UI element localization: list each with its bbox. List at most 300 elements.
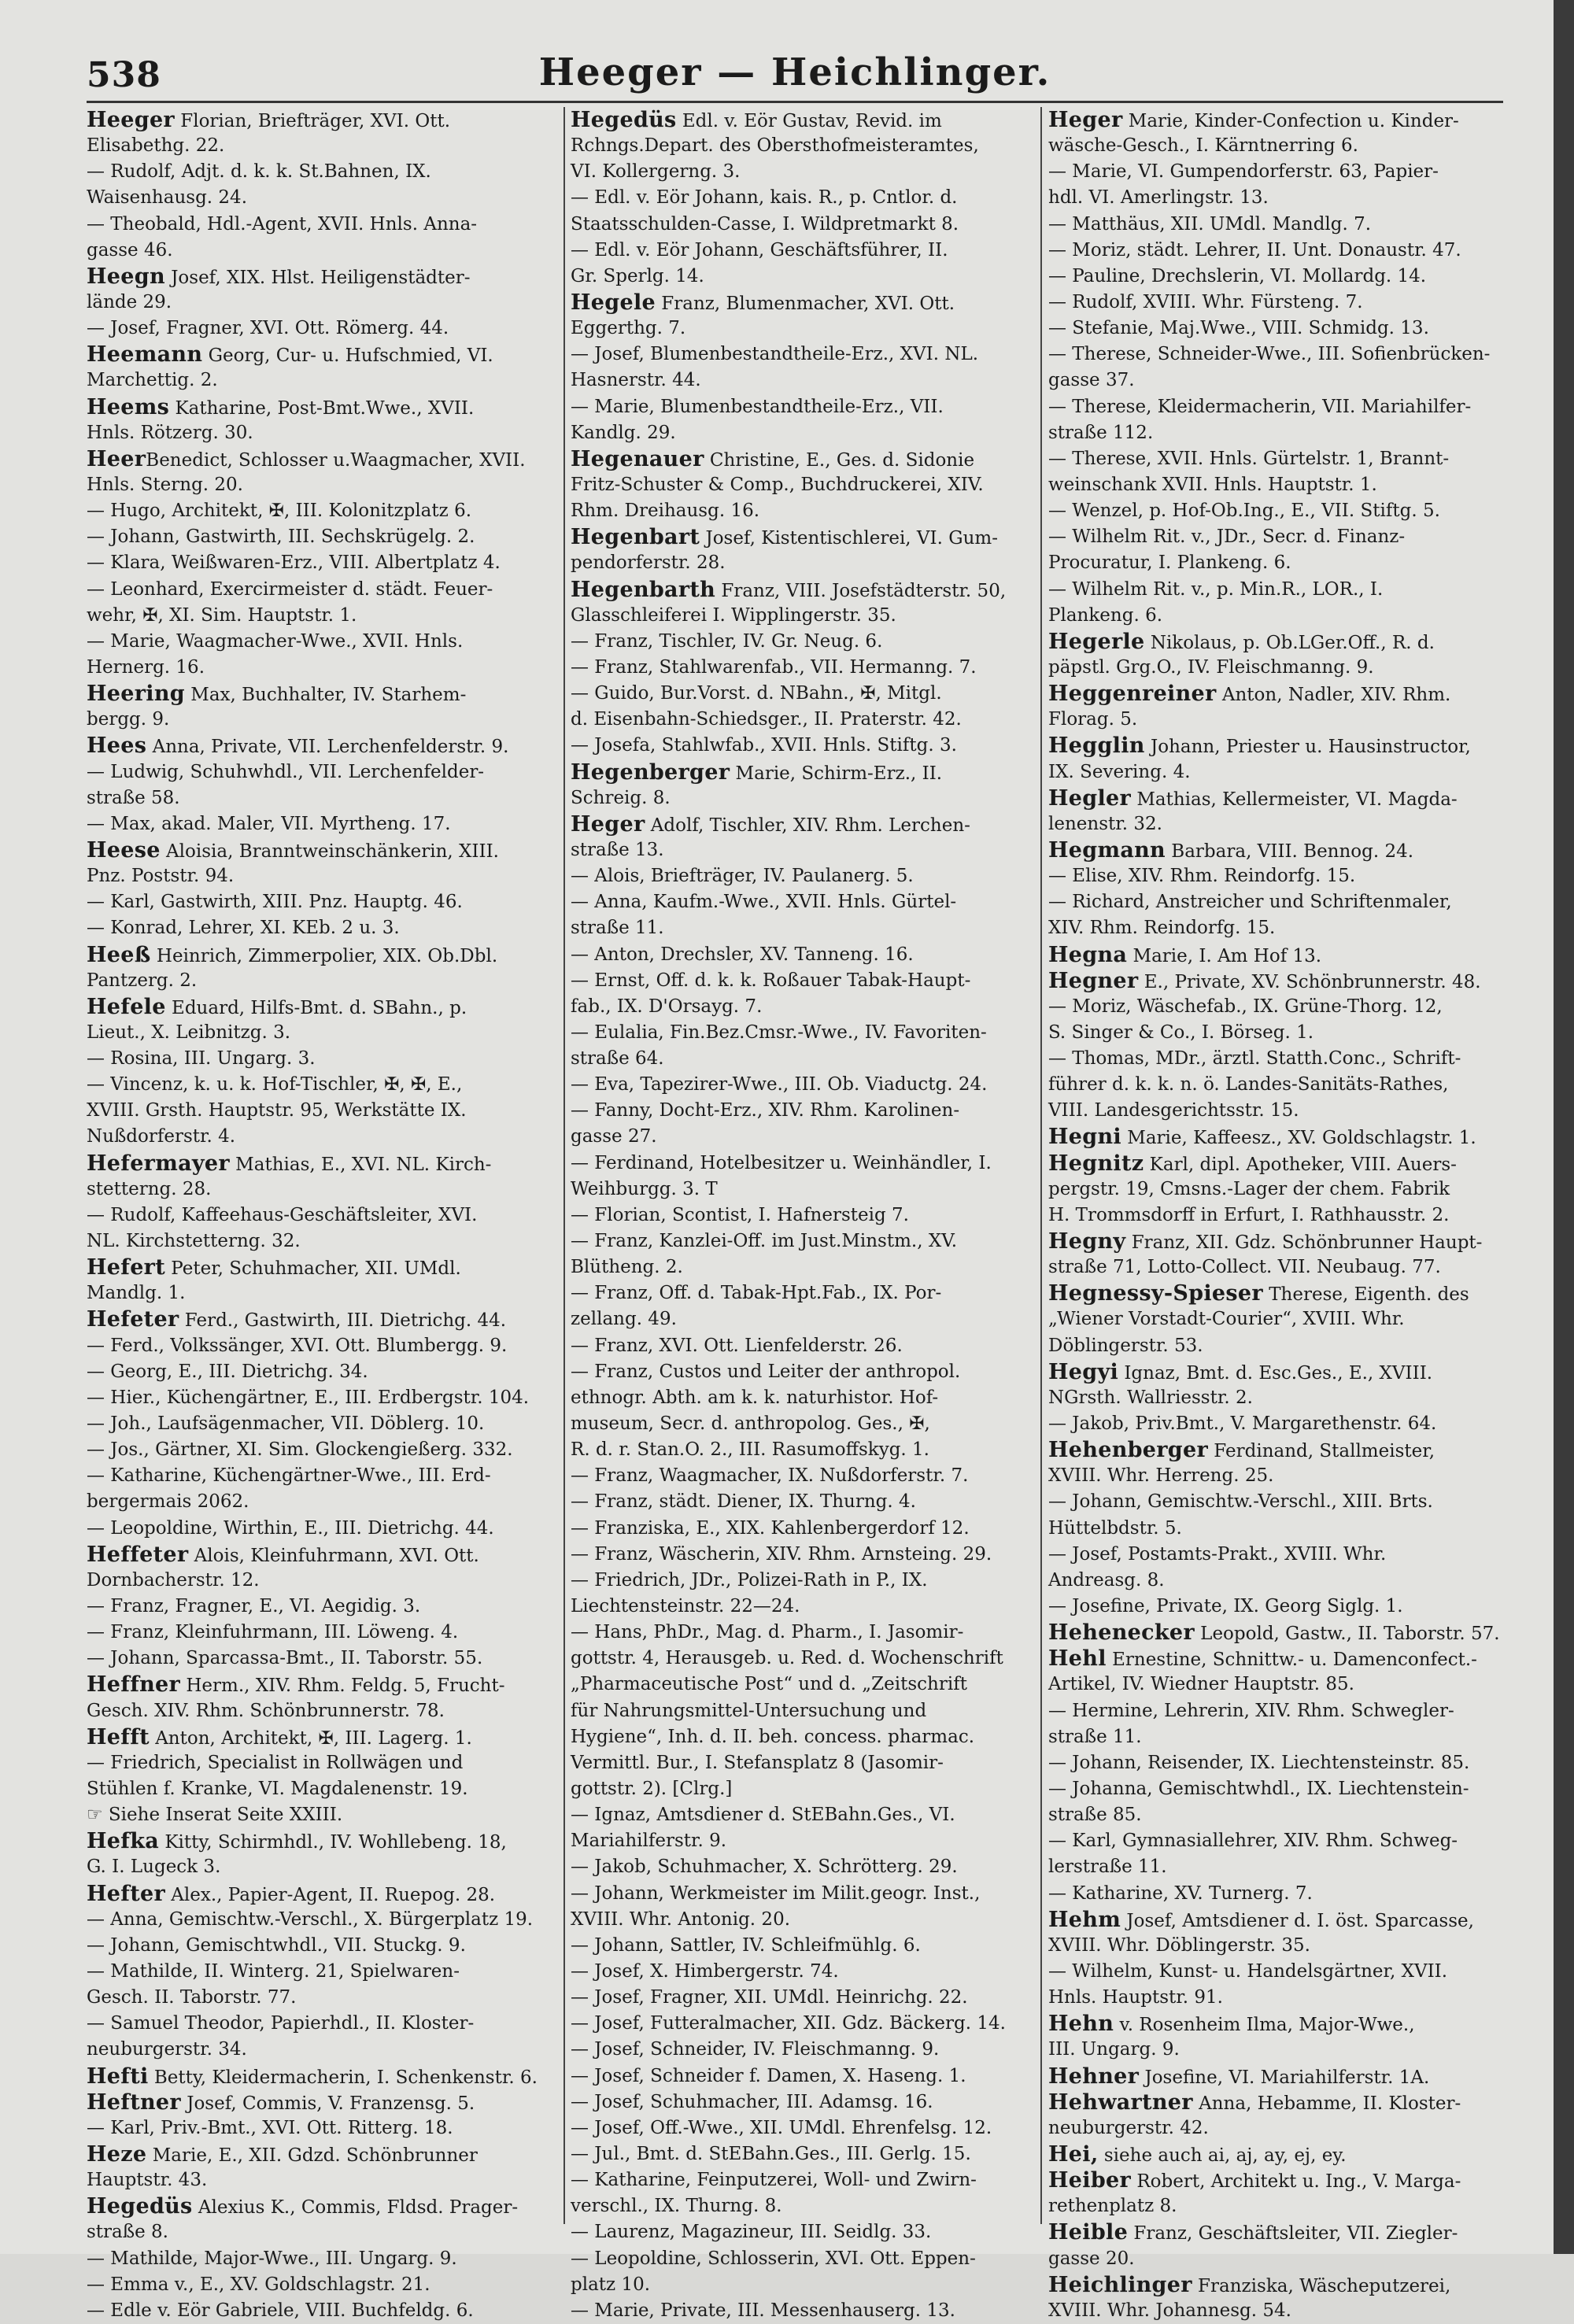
entry-line: — Rudolf, Adjt. d. k. k. St.Bahnen, IX. <box>87 161 431 183</box>
entry-line: — Ignaz, Amtsdiener d. StEBahn.Ges., VI. <box>571 1805 955 1826</box>
entry-line: — Wilhelm Rit. v., JDr., Secr. d. Finanz- <box>1048 527 1406 548</box>
entry-line: — Franz, städt. Diener, IX. Thurng. 4. <box>571 1491 916 1513</box>
entry-line: — Therese, XVII. Hnls. Gürtelstr. 1, Brannt- <box>1048 448 1450 469</box>
entry-line: Marchettig. 2. <box>87 370 218 391</box>
entry-line: fab., IX. D'Orsayg. 7. <box>571 996 763 1017</box>
surname: Heger <box>571 811 645 837</box>
surname: Hefeter <box>87 1307 179 1332</box>
entry-line: d. Eisenbahn-Schiedsger., II. Praterstr. 42. <box>571 709 962 730</box>
surname: Hehm <box>1048 1907 1121 1932</box>
surname: Hegna <box>1048 942 1128 967</box>
entry-line: Liechtensteinstr. 22—24. <box>571 1596 800 1617</box>
entry-line: ethnogr. Abth. am k. k. naturhistor. Hof- <box>571 1387 939 1408</box>
surname: Heer <box>87 446 146 471</box>
entry-line: — Franz, XVI. Ott. Lienfelderstr. 26. <box>571 1335 903 1356</box>
entry-heading-line <box>1048 1280 1520 1306</box>
entry-heading-line <box>1048 2141 1520 2167</box>
entry-line: — Edl. v. Eör Johann, Geschäftsführer, II. <box>571 239 948 260</box>
columns-container <box>87 107 1513 2321</box>
page-header <box>87 46 1503 109</box>
entry-line: „Wiener Vorstadt-Courier“, XVIII. Whr. <box>1048 1309 1405 1330</box>
entry-heading-line <box>87 446 559 472</box>
entry-line: — Franz, Off. d. Tabak-Hpt.Fab., IX. Por- <box>571 1283 942 1304</box>
surname: Hegnessy-Spieser <box>1048 1281 1263 1306</box>
entry-line: XVIII. Whr. Döblingerstr. 35. <box>1048 1934 1310 1956</box>
entry-line: — Franz, Fragner, E., VI. Aegidig. 3. <box>87 1596 421 1617</box>
surname: Heese <box>87 837 161 863</box>
page-number: 538 <box>87 55 161 95</box>
surname: Hefti <box>87 2064 149 2089</box>
entry-line: straße 112. <box>1048 422 1154 443</box>
surname: Hehenecker <box>1048 1620 1195 1646</box>
surname: Hefermayer <box>87 1151 230 1176</box>
surname: Hegyi <box>1048 1359 1119 1384</box>
entry-heading-line <box>87 837 559 863</box>
entry-line: — Klara, Weißwaren-Erz., VIII. Albertplatz 4. <box>87 552 501 574</box>
surname: Heze <box>87 2141 147 2167</box>
entry-details: Eduard, Hilfs-Bmt. d. SBahn., p. <box>165 997 467 1018</box>
surname: Heeger <box>87 108 175 132</box>
entry-line: — Hier., Küchengärtner, E., III. Erdbergstr. 104. <box>87 1387 530 1408</box>
surname: Heible <box>1048 2220 1129 2245</box>
entry-heading-line <box>87 1672 559 1698</box>
surname: Heems <box>87 394 170 419</box>
entry-line: — Marie, Waagmacher-Wwe., XVII. Hnls. <box>87 630 464 652</box>
entry-line: — Franz, Wäscherin, XIV. Rhm. Arnsteing. 29. <box>571 1543 992 1565</box>
surname: Hegnitz <box>1048 1151 1144 1176</box>
entry-line: Fritz-Schuster & Comp., Buchdruckerei, XIV. <box>571 474 984 495</box>
entry-details: Herm., XIV. Rhm. Feldg. 5, Frucht- <box>180 1676 505 1697</box>
entry-heading-line <box>1048 1437 1520 1463</box>
entry-heading-line <box>1048 107 1520 133</box>
entry-heading-line <box>1048 2011 1520 2037</box>
entry-heading-line <box>1048 1620 1520 1646</box>
entry-details: Mathias, E., XVI. NL. Kirch- <box>229 1154 492 1175</box>
entry-line: bergg. 9. <box>87 709 170 730</box>
entry-line: — Ernst, Off. d. k. k. Roßauer Tabak-Haupt- <box>571 970 971 991</box>
entry-heading-line <box>1048 629 1520 655</box>
entry-details: Josef, Amtsdiener d. I. öst. Sparcasse, <box>1121 1910 1474 1931</box>
entry-line: — Josef, Fragner, XVI. Ott. Römerg. 44. <box>87 318 449 339</box>
entry-line: Kandlg. 29. <box>571 422 676 443</box>
entry-line: — Fanny, Docht-Erz., XIV. Rhm. Karolinen- <box>571 1100 960 1121</box>
entry-line: Procuratur, I. Plankeng. 6. <box>1048 552 1291 574</box>
entry-line: — Karl, Gymnasiallehrer, XIV. Rhm. Schweg- <box>1048 1831 1458 1852</box>
entry-details: Kitty, Schirmhdl., IV. Wohllebeng. 18, <box>159 1832 507 1853</box>
entry-line: — Friedrich, JDr., Polizei-Rath in P., IX. <box>571 1569 928 1591</box>
entry-line: lerstraße 11. <box>1048 1857 1167 1878</box>
entry-line: gasse 20. <box>1048 2248 1135 2269</box>
entry-line: weinschank XVII. Hnls. Hauptstr. 1. <box>1048 474 1377 495</box>
entry-line: — Wenzel, p. Hof-Ob.Ing., E., VII. Stiftg. 5. <box>1048 501 1440 522</box>
entry-line: XVIII. Whr. Herreng. 25. <box>1048 1465 1274 1487</box>
entry-line: gasse 46. <box>87 239 173 260</box>
entry-line: — Josefa, Stahlwfab., XVII. Hnls. Stiftg. 3. <box>571 735 957 756</box>
entry-line: — Alois, Briefträger, IV. Paulanerg. 5. <box>571 866 914 887</box>
entry-heading-line <box>87 2141 559 2167</box>
entry-details: Anna, Hebamme, II. Kloster- <box>1192 2093 1461 2114</box>
surname: Hehn <box>1048 2012 1114 2037</box>
surname: Heggenreiner <box>1048 682 1217 707</box>
column-2 <box>571 107 1043 2321</box>
entry-details: Alois, Kleinfuhrmann, XVI. Ott. <box>188 1545 479 1566</box>
entry-details: Katharine, Post-Bmt.Wwe., XVII. <box>169 397 475 419</box>
entry-line: — Franziska, E., XIX. Kahlenbergerdorf 12. <box>571 1517 970 1539</box>
entry-details: Adolf, Tischler, XIV. Rhm. Lerchen- <box>645 815 970 836</box>
entry-details: siehe auch ai, aj, ay, ej, ey. <box>1098 2145 1347 2166</box>
surname: Hegenberger <box>571 759 730 785</box>
entry-details: Josef, XIX. Hlst. Heiligenstädter- <box>164 267 471 288</box>
entry-details: Barbara, VIII. Bennog. 24. <box>1166 841 1414 862</box>
entry-details: Marie, Kaffeesz., XV. Goldschlagstr. 1. <box>1121 1128 1476 1149</box>
entry-line: Waisenhausg. 24. <box>87 187 248 209</box>
entry-line: Glasschleiferei I. Wipplingerstr. 35. <box>571 604 896 626</box>
surname: Hegele <box>571 290 656 315</box>
entry-line: straße 58. <box>87 787 180 808</box>
entry-heading-line <box>87 394 559 420</box>
entry-details: Betty, Kleidermacherin, I. Schenkenstr. 6. <box>148 2067 538 2088</box>
entry-line: — Joh., Laufsägenmacher, VII. Döblerg. 10. <box>87 1413 485 1435</box>
surname: Hegglin <box>1048 733 1145 759</box>
entry-line: Stühlen f. Kranke, VI. Magdalenenstr. 19. <box>87 1779 468 1799</box>
entry-details: Nikolaus, p. Ob.LGer.Off., R. d. <box>1144 632 1435 653</box>
entry-details: Leopold, Gastw., II. Taborstr. 57. <box>1194 1624 1500 1645</box>
entry-line: — Johanna, Gemischtwhdl., IX. Liechtenstein- <box>1048 1779 1469 1799</box>
entry-heading-line <box>1048 2167 1520 2193</box>
entry-line: — Mathilde, II. Winterg. 21, Spielwaren- <box>87 1960 460 1982</box>
entry-line: Andreasg. 8. <box>1048 1569 1165 1591</box>
entry-line: — Edl. v. Eör Johann, kais. R., p. Cntlor. d. <box>571 187 958 209</box>
entry-heading-line <box>1048 1229 1520 1254</box>
entry-heading-line <box>571 290 1043 316</box>
entry-line: gottstr. 4, Herausgeb. u. Red. d. Wochenschrift <box>571 1648 1003 1669</box>
entry-details: Anton, Nadler, XIV. Rhm. <box>1216 685 1451 706</box>
entry-details: Karl, dipl. Apotheker, VIII. Auers- <box>1144 1154 1457 1175</box>
column-divider <box>1040 107 1042 2224</box>
entry-heading-line <box>1048 2089 1520 2115</box>
entry-line: XIV. Rhm. Reindorfg. 15. <box>1048 918 1276 939</box>
entry-details: Franz, XII. Gdz. Schönbrunner Haupt- <box>1125 1232 1483 1254</box>
entry-line: neuburgerstr. 34. <box>87 2039 247 2060</box>
entry-line: — Georg, E., III. Dietrichg. 34. <box>87 1361 368 1382</box>
entry-line: — Johann, Gemischtw.-Verschl., XIII. Brts. <box>1048 1491 1433 1513</box>
entry-details: Marie, E., XII. Gdzd. Schönbrunner <box>146 2145 478 2166</box>
entry-line: Hüttelbdstr. 5. <box>1048 1517 1182 1539</box>
entry-line: ☞ Siehe Inserat Seite XXIII. <box>87 1805 343 1826</box>
entry-line: — Stefanie, Maj.Wwe., VIII. Schmidg. 13. <box>1048 318 1429 339</box>
entry-line: führer d. k. k. n. ö. Landes-Sanitäts-Rathes, <box>1048 1074 1449 1095</box>
entry-details: Aloisia, Branntweinschänkerin, XIII. <box>160 841 499 862</box>
entry-line: — Johann, Sparcassa-Bmt., II. Taborstr. 55. <box>87 1648 483 1669</box>
entry-line: lände 29. <box>87 291 172 312</box>
entry-heading-line <box>1048 2064 1520 2089</box>
entry-line: Artikel, IV. Wiedner Hauptstr. 85. <box>1048 1674 1354 1695</box>
entry-heading-line <box>87 994 559 1020</box>
entry-line: — Franz, Kanzlei-Off. im Just.Minstm., XV. <box>571 1231 958 1252</box>
entry-line: — Johann, Gemischtwhdl., VII. Stuckg. 9. <box>87 1934 466 1956</box>
entry-line: — Ferdinand, Hotelbesitzer u. Weinhändler, I. <box>571 1152 992 1173</box>
entry-line: — Johann, Sattler, IV. Schleifmühlg. 6. <box>571 1934 921 1956</box>
entry-line: — Moriz, städt. Lehrer, II. Unt. Donaustr. 47. <box>1048 239 1461 260</box>
entry-line: — Friedrich, Specialist in Rollwägen und <box>87 1752 464 1773</box>
entry-line: — Katharine, Küchengärtner-Wwe., III. Erd- <box>87 1465 491 1487</box>
entry-line: — Anna, Kaufm.-Wwe., XVII. Hnls. Gürtel- <box>571 892 957 913</box>
entry-line: Hygiene“, Inh. d. II. beh. concess. pharmac. <box>571 1726 975 1747</box>
entry-line: — Jul., Bmt. d. StEBahn.Ges., III. Gerlg. 15. <box>571 2143 971 2164</box>
entry-details: Peter, Schuhmacher, XII. UMdl. <box>164 1258 461 1280</box>
entry-heading-line <box>1048 1124 1520 1150</box>
entry-line: VI. Kollergerng. 3. <box>571 161 741 183</box>
entry-line: — Konrad, Lehrer, XI. KEb. 2 u. 3. <box>87 918 400 939</box>
entry-line: — Pauline, Drechslerin, VI. Mollardg. 14. <box>1048 265 1427 286</box>
entry-line: — Josef, Schneider f. Damen, X. Haseng. 1. <box>571 2065 966 2086</box>
entry-heading-line <box>87 733 559 759</box>
entry-line: — Jakob, Priv.Bmt., V. Margarethenstr. 64. <box>1048 1413 1437 1435</box>
surname: Hefele <box>87 994 166 1019</box>
entry-line: Eggerthg. 7. <box>571 318 686 339</box>
entry-line: — Franz, Custos und Leiter der anthropol. <box>571 1361 961 1382</box>
entry-line: straße 11. <box>1048 1726 1142 1747</box>
surname: Heffner <box>87 1672 181 1698</box>
entry-heading-line <box>87 681 559 707</box>
entry-line: — Johann, Gastwirth, III. Sechskrügelg. 2. <box>87 527 475 548</box>
entry-line: päpstl. Grg.O., IV. Fleischmanng. 9. <box>1048 656 1374 678</box>
entry-heading-line <box>571 524 1043 550</box>
entry-heading-line <box>87 1254 559 1280</box>
entry-line: straße 85. <box>1048 1805 1142 1826</box>
entry-line: Nußdorferstr. 4. <box>87 1126 236 1147</box>
entry-line: — Karl, Priv.-Bmt., XVI. Ott. Ritterg. 18. <box>87 2117 453 2138</box>
entry-line: gottstr. 2). [Clrg.] <box>571 1779 733 1799</box>
surname: Hees <box>87 733 147 759</box>
surname: Hegny <box>1048 1229 1126 1254</box>
surname: Heemann <box>87 342 203 368</box>
entry-line: — Franz, Kleinfuhrmann, III. Löweng. 4. <box>87 1622 459 1643</box>
entry-heading-line <box>87 1151 559 1177</box>
entry-line: — Wilhelm Rit. v., p. Min.R., LOR., I. <box>1048 578 1384 600</box>
entry-line: museum, Secr. d. anthropolog. Ges., ✠, <box>571 1413 930 1435</box>
entry-heading-line <box>1048 1907 1520 1933</box>
entry-line: — Thomas, MDr., ärztl. Statth.Conc., Schrift- <box>1048 1048 1461 1070</box>
entry-line: — Ludwig, Schuhwhdl., VII. Lerchenfelder- <box>87 761 485 782</box>
entry-line: VIII. Landesgerichtsstr. 15. <box>1048 1100 1299 1121</box>
entry-line: bergermais 2062. <box>87 1491 249 1513</box>
entry-line: — Marie, Private, III. Messenhauserg. 13. <box>571 2300 955 2321</box>
entry-line: S. Singer & Co., I. Börseg. 1. <box>1048 1022 1314 1043</box>
entry-line: Hasnerstr. 44. <box>571 370 701 391</box>
scan-edge <box>1554 0 1574 2254</box>
entry-heading-line <box>1048 837 1520 863</box>
entry-details: E., Private, XV. Schönbrunnerstr. 48. <box>1138 971 1481 992</box>
entry-line: — Samuel Theodor, Papierhdl., II. Kloster- <box>87 2013 475 2034</box>
header-rule <box>87 101 1503 103</box>
entry-line: — Hermine, Lehrerin, XIV. Rhm. Schwegler- <box>1048 1700 1454 1721</box>
entry-line: Rhm. Dreihausg. 16. <box>571 501 760 522</box>
entry-line: Pnz. Poststr. 94. <box>87 866 235 887</box>
entry-details: Mathias, Kellermeister, VI. Magda- <box>1131 789 1458 810</box>
entry-heading-line <box>571 446 1043 472</box>
entry-heading-line <box>571 107 1043 133</box>
entry-details: Franz, VIII. Josefstädterstr. 50, <box>715 580 1007 601</box>
entry-line: — Max, akad. Maler, VII. Myrtheng. 17. <box>87 813 451 834</box>
surname: Hegedüs <box>87 2194 193 2219</box>
entry-line: Mandlg. 1. <box>87 1283 186 1304</box>
entry-line: — Josef, Postamts-Prakt., XVIII. Whr. <box>1048 1543 1387 1565</box>
entry-line: — Leonhard, Exercirmeister d. städt. Feuer- <box>87 578 493 600</box>
entry-line: wehr, ✠, XI. Sim. Hauptstr. 1. <box>87 604 357 626</box>
entry-line: straße 64. <box>571 1048 664 1070</box>
entry-line: Gesch. II. Taborstr. 77. <box>87 1987 297 2008</box>
entry-details: Max, Buchhalter, IV. Starhem- <box>184 685 467 706</box>
surname: Hehwartner <box>1048 2089 1193 2115</box>
entry-line: Döblingerstr. 53. <box>1048 1335 1203 1356</box>
entry-line: hdl. VI. Amerlingstr. 13. <box>1048 187 1269 209</box>
entry-heading-line <box>1048 2272 1520 2298</box>
surname: Heering <box>87 682 185 707</box>
entry-heading-line <box>87 1881 559 1907</box>
entry-line: Weihburgg. 3. T <box>571 1178 718 1199</box>
entry-details: Therese, Eigenth. des <box>1262 1284 1469 1306</box>
entry-line: — Matthäus, XII. UMdl. Mandlg. 7. <box>1048 213 1372 235</box>
surname: Heger <box>1048 108 1123 132</box>
entry-details: Robert, Architekt u. Ing., V. Marga- <box>1131 2171 1461 2193</box>
entry-details: v. Rosenheim Ilma, Major-Wwe., <box>1114 2015 1415 2036</box>
entry-line: — Johann, Reisender, IX. Liechtensteinstr. 85. <box>1048 1752 1470 1773</box>
entry-line: — Therese, Schneider-Wwe., III. Sofienbrücken- <box>1048 344 1491 365</box>
entry-line: „Pharmaceutische Post“ und d. „Zeitschrift <box>571 1674 967 1695</box>
entry-line: — Josef, Off.-Wwe., XII. UMdl. Ehrenfelsg. 12. <box>571 2117 992 2138</box>
entry-heading-line <box>87 107 559 133</box>
entry-line: Hnls. Sterng. 20. <box>87 474 243 495</box>
entry-heading-line <box>87 2064 559 2089</box>
entry-details: Marie, Kinder-Confection u. Kinder- <box>1122 111 1459 131</box>
entry-line: Schreig. 8. <box>571 787 671 808</box>
entry-line: — Franz, Stahlwarenfab., VII. Hermanng. 7. <box>571 656 977 678</box>
entry-heading-line <box>87 342 559 368</box>
entry-details: Ignaz, Bmt. d. Esc.Ges., E., XVIII. <box>1118 1362 1433 1384</box>
entry-line: — Karl, Gastwirth, XIII. Pnz. Hauptg. 46. <box>87 892 463 913</box>
entry-line: platz 10. <box>571 2274 651 2295</box>
entry-line: — Franz, Waagmacher, IX. Nußdorferstr. 7. <box>571 1465 969 1487</box>
entry-details: Marie, Schirm-Erz., II. <box>730 763 943 784</box>
entry-heading-line <box>1048 1359 1520 1385</box>
entry-line: — Josef, Schuhmacher, III. Adamsg. 16. <box>571 2091 933 2112</box>
entry-line: Hnls. Hauptstr. 91. <box>1048 1987 1223 2008</box>
entry-line: Lieut., X. Leibnitzg. 3. <box>87 1022 291 1043</box>
entry-details: Heinrich, Zimmerpolier, XIX. Ob.Dbl. <box>150 945 498 966</box>
entry-line: Rchngs.Depart. des Obersthofmeisteramtes, <box>571 135 979 157</box>
entry-line: zellang. 49. <box>571 1309 677 1330</box>
entry-heading-line <box>87 2089 559 2115</box>
entry-details: Georg, Cur- u. Hufschmied, VI. <box>202 345 493 367</box>
entry-details: Franz, Geschäftsleiter, VII. Ziegler- <box>1128 2223 1458 2245</box>
entry-line: verschl., IX. Thurng. 8. <box>571 2196 782 2217</box>
entry-line: — Wilhelm, Kunst- u. Handelsgärtner, XVII. <box>1048 1960 1448 1982</box>
entry-line: — Hans, PhDr., Mag. d. Pharm., I. Jasomir- <box>571 1622 964 1643</box>
entry-details: Franz, Blumenmacher, XVI. Ott. <box>655 293 955 314</box>
entry-heading-line <box>87 1724 559 1750</box>
entry-line: Gr. Sperlg. 14. <box>571 265 704 286</box>
surname: Hegedüs <box>571 108 677 132</box>
surname: Hegenbart <box>571 525 700 550</box>
entry-heading-line <box>87 942 559 968</box>
entry-line: Hauptstr. 43. <box>87 2170 208 2191</box>
entry-line: Dornbacherstr. 12. <box>87 1569 260 1591</box>
entry-details: Josef, Commis, V. Franzensg. 5. <box>180 2093 475 2114</box>
entry-line: — Vincenz, k. u. k. Hof-Tischler, ✠, ✠, E., <box>87 1074 463 1095</box>
surname: Hegner <box>1048 968 1139 993</box>
entry-line: — Anna, Gemischtw.-Verschl., X. Bürgerplatz 19. <box>87 1908 534 1930</box>
entry-line: — Josef, Fragner, XII. UMdl. Heinrichg. 22. <box>571 1987 968 2008</box>
entry-line: III. Ungarg. 9. <box>1048 2039 1180 2060</box>
entry-line: — Rudolf, XVIII. Whr. Fürsteng. 7. <box>1048 291 1363 312</box>
entry-details: Ernestine, Schnittw.- u. Damenconfect.- <box>1106 1650 1477 1671</box>
entry-line: — Johann, Werkmeister im Milit.geogr. Inst., <box>571 1882 981 1904</box>
surname: Hegmann <box>1048 837 1166 863</box>
entry-line: straße 8. <box>87 2222 168 2243</box>
surname: Heiber <box>1048 2168 1132 2193</box>
entry-line: — Marie, VI. Gumpendorferstr. 63, Papier- <box>1048 161 1439 183</box>
entry-line: — Edle v. Eör Gabriele, VIII. Buchfeldg. 6. <box>87 2300 474 2321</box>
entry-line: straße 13. <box>571 839 664 860</box>
column-divider <box>563 107 565 2224</box>
surname: Hegler <box>1048 785 1132 811</box>
entry-line: Staatsschulden-Casse, I. Wildpretmarkt 8. <box>571 213 959 235</box>
entry-line: neuburgerstr. 42. <box>1048 2117 1209 2138</box>
entry-line: — Katharine, XV. Turnerg. 7. <box>1048 1882 1313 1904</box>
entry-details: Alexius K., Commis, Fldsd. Prager- <box>192 2197 519 2219</box>
surname: Hefka <box>87 1829 160 1854</box>
surname: Heichlinger <box>1048 2272 1192 2297</box>
entry-line: gasse 37. <box>1048 370 1135 391</box>
entry-details: Marie, I. Am Hof 13. <box>1127 945 1322 966</box>
entry-line: — Guido, Bur.Vorst. d. NBahn., ✠, Mitgl. <box>571 683 942 704</box>
surname: Hehenberger <box>1048 1438 1208 1463</box>
entry-line: — Hugo, Architekt, ✠, III. Kolonitzplatz 6. <box>87 501 472 522</box>
entry-details: Christine, E., Ges. d. Sidonie <box>704 449 975 471</box>
entry-details: Edl. v. Eör Gustav, Revid. im <box>676 111 942 131</box>
entry-details: Alex., Papier-Agent, II. Ruepog. 28. <box>164 1884 496 1905</box>
entry-heading-line <box>1048 968 1520 994</box>
entry-heading-line <box>1048 942 1520 968</box>
entry-details: Anna, Private, VII. Lerchenfelderstr. 9. <box>146 737 509 758</box>
entry-line: — Leopoldine, Schlosserin, XVI. Ott. Eppen- <box>571 2248 976 2269</box>
entry-line: lenenstr. 32. <box>1048 813 1162 834</box>
entry-line: NL. Kirchstetterng. 32. <box>87 1231 301 1252</box>
entry-line: — Rosina, III. Ungarg. 3. <box>87 1048 316 1070</box>
entry-line: — Katharine, Feinputzerei, Woll- und Zwirn- <box>571 2170 977 2191</box>
surname: Hehner <box>1048 2064 1140 2089</box>
entry-line: H. Trommsdorff in Erfurt, I. Rathhausstr. 2. <box>1048 1204 1450 1225</box>
entry-line: — Rudolf, Kaffeehaus-Geschäftsleiter, XVI. <box>87 1204 478 1225</box>
entry-line: — Marie, Blumenbestandtheile-Erz., VII. <box>571 396 944 417</box>
surname: Hegenauer <box>571 446 704 471</box>
entry-line: IX. Severing. 4. <box>1048 761 1191 782</box>
entry-line: — Franz, Tischler, IV. Gr. Neug. 6. <box>571 630 883 652</box>
entry-line: XVIII. Grsth. Hauptstr. 95, Werkstätte IX. <box>87 1100 467 1121</box>
entry-line: Florag. 5. <box>1048 709 1138 730</box>
entry-line: — Florian, Scontist, I. Hafnersteig 7. <box>571 1204 909 1225</box>
entry-details: Anton, Architekt, ✠, III. Lagerg. 1. <box>149 1727 472 1749</box>
entry-heading-line <box>87 264 559 290</box>
column-3 <box>1048 107 1520 2321</box>
entry-line: straße 71, Lotto-Collect. VII. Neubaug. 77. <box>1048 1257 1441 1278</box>
surname: Heegn <box>87 264 165 289</box>
entry-line: Vermittl. Bur., I. Stefansplatz 8 (Jasomir- <box>571 1752 944 1773</box>
entry-line: rethenplatz 8. <box>1048 2196 1177 2217</box>
entry-line: XVIII. Whr. Antonig. 20. <box>571 1908 791 1930</box>
entry-line: NGrsth. Wallriesstr. 2. <box>1048 1387 1253 1408</box>
